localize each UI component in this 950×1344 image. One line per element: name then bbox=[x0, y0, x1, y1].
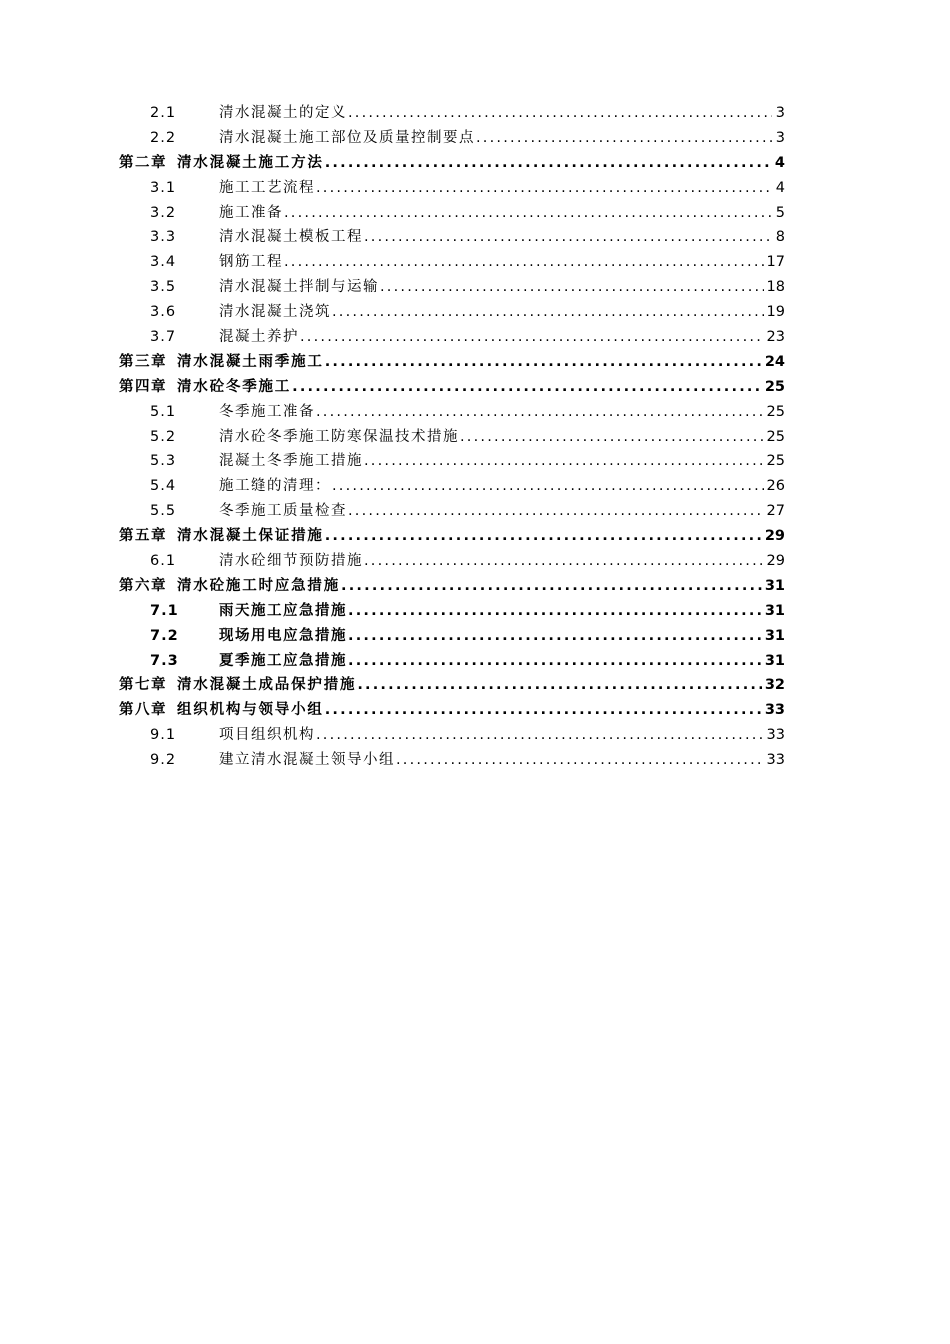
toc-section-number: 2.2 bbox=[150, 129, 177, 146]
toc-entry-title: 清水砼细节预防措施 bbox=[219, 553, 363, 570]
dot-leader bbox=[300, 325, 764, 350]
toc-page-number: 8 bbox=[775, 229, 785, 246]
dot-leader bbox=[476, 126, 772, 151]
toc-section-entry[interactable] bbox=[119, 325, 785, 350]
toc-entry-title: 冬季施工质量检查 bbox=[219, 503, 347, 520]
toc-section-number: 3.6 bbox=[150, 304, 177, 321]
toc-entry-line bbox=[150, 649, 785, 674]
toc-section-entry[interactable] bbox=[119, 225, 785, 250]
toc-entry-line bbox=[150, 400, 785, 425]
dot-leader bbox=[364, 549, 764, 574]
toc-entry-line bbox=[119, 151, 785, 176]
toc-section-entry[interactable] bbox=[119, 723, 785, 748]
toc-entry-title: 清水混凝土施工部位及质量控制要点 bbox=[219, 129, 475, 146]
toc-chapter-label: 第四章 bbox=[119, 378, 167, 395]
toc-section-number: 6.1 bbox=[150, 553, 177, 570]
toc-page-number: 3 bbox=[775, 129, 785, 146]
toc-entry-title: 现场用电应急措施 bbox=[219, 627, 347, 644]
toc-page-number: 27 bbox=[766, 503, 785, 520]
toc-entry-line bbox=[119, 350, 785, 375]
toc-section-entry[interactable] bbox=[119, 300, 785, 325]
toc-chapter-label: 第七章 bbox=[119, 677, 167, 694]
toc-section-number: 5.5 bbox=[150, 503, 177, 520]
toc-page-number: 26 bbox=[766, 478, 785, 495]
toc-entry-title: 冬季施工准备 bbox=[219, 403, 315, 420]
toc-section-entry[interactable] bbox=[119, 400, 785, 425]
toc-section-number: 9.1 bbox=[150, 727, 177, 744]
dot-leader bbox=[348, 101, 772, 126]
toc-entry-line bbox=[150, 176, 785, 201]
toc-chapter-entry[interactable] bbox=[119, 698, 785, 723]
toc-entry-title: 建立清水混凝土领导小组 bbox=[219, 752, 395, 769]
table-of-contents bbox=[119, 101, 785, 773]
toc-page-number: 5 bbox=[775, 204, 785, 221]
toc-chapter-entry[interactable] bbox=[119, 375, 785, 400]
toc-entry-title: 清水混凝土成品保护措施 bbox=[177, 677, 357, 694]
toc-entry-title: 清水混凝土的定义 bbox=[219, 105, 347, 121]
toc-page-number: 31 bbox=[764, 577, 785, 594]
dot-leader bbox=[348, 649, 762, 674]
toc-section-entry[interactable] bbox=[119, 449, 785, 474]
toc-section-entry[interactable] bbox=[119, 474, 785, 499]
toc-chapter-label: 第八章 bbox=[119, 702, 167, 719]
toc-page-number: 31 bbox=[764, 652, 785, 669]
toc-section-number: 5.4 bbox=[150, 478, 177, 495]
dot-leader bbox=[357, 673, 762, 698]
toc-section-number: 7.2 bbox=[150, 627, 179, 644]
toc-section-number: 3.5 bbox=[150, 279, 177, 296]
toc-section-entry[interactable] bbox=[119, 649, 785, 674]
dot-leader bbox=[284, 250, 764, 275]
toc-chapter-entry[interactable] bbox=[119, 574, 785, 599]
toc-section-number: 9.2 bbox=[150, 752, 177, 769]
dot-leader bbox=[316, 723, 764, 748]
toc-entry-title: 清水砼施工时应急措施 bbox=[177, 577, 340, 594]
toc-page-number: 29 bbox=[764, 528, 785, 545]
toc-entry-line bbox=[150, 474, 785, 499]
toc-entry-title: 清水混凝土模板工程 bbox=[219, 229, 363, 246]
toc-entry-line bbox=[119, 524, 785, 549]
toc-chapter-label: 第三章 bbox=[119, 353, 167, 370]
toc-entry-line bbox=[150, 101, 785, 126]
toc-entry-line bbox=[119, 698, 785, 723]
toc-page-number: 18 bbox=[766, 279, 785, 296]
toc-entry-title: 清水混凝土施工方法 bbox=[177, 154, 324, 171]
toc-section-entry[interactable] bbox=[119, 425, 785, 450]
toc-chapter-label: 第二章 bbox=[119, 154, 167, 171]
toc-section-number: 3.4 bbox=[150, 254, 177, 271]
dot-leader bbox=[284, 201, 772, 226]
toc-entry-line bbox=[150, 126, 785, 151]
toc-page-number: 29 bbox=[766, 553, 785, 570]
dot-leader bbox=[348, 624, 762, 649]
toc-entry-line bbox=[119, 673, 785, 698]
toc-entry-line bbox=[150, 325, 785, 350]
toc-entry-title: 混凝土养护 bbox=[219, 329, 299, 346]
toc-section-entry[interactable] bbox=[119, 126, 785, 151]
dot-leader bbox=[348, 599, 762, 624]
toc-page-number: 31 bbox=[764, 602, 785, 619]
toc-entry-title: 钢筋工程 bbox=[219, 254, 283, 271]
toc-section-entry[interactable] bbox=[119, 624, 785, 649]
dot-leader bbox=[325, 524, 762, 549]
toc-section-number: 7.3 bbox=[150, 652, 179, 669]
toc-section-entry[interactable] bbox=[119, 499, 785, 524]
toc-section-number: 3.2 bbox=[150, 204, 177, 221]
toc-entry-line bbox=[119, 375, 785, 400]
dot-leader bbox=[341, 574, 762, 599]
dot-leader bbox=[364, 449, 764, 474]
toc-chapter-label: 第六章 bbox=[119, 577, 167, 594]
toc-section-number: 3.1 bbox=[150, 179, 177, 196]
dot-leader bbox=[364, 225, 772, 250]
toc-page-number: 25 bbox=[764, 378, 785, 395]
dot-leader bbox=[316, 400, 764, 425]
toc-entry-title: 夏季施工应急措施 bbox=[219, 652, 347, 669]
dot-leader bbox=[332, 474, 764, 499]
dot-leader bbox=[396, 748, 764, 773]
toc-section-number: 3.3 bbox=[150, 229, 177, 246]
toc-page-number: 33 bbox=[764, 702, 785, 719]
toc-entry-line bbox=[150, 723, 785, 748]
toc-entry-title: 施工工艺流程 bbox=[219, 179, 315, 196]
toc-section-number: 7.1 bbox=[150, 602, 179, 619]
toc-chapter-entry[interactable] bbox=[119, 524, 785, 549]
toc-entry-title: 混凝土冬季施工措施 bbox=[219, 453, 363, 470]
toc-section-entry[interactable] bbox=[119, 748, 785, 773]
toc-section-number: 5.3 bbox=[150, 453, 177, 470]
toc-page-number: 32 bbox=[764, 677, 785, 694]
dot-leader bbox=[380, 275, 764, 300]
toc-entry-title: 清水混凝土浇筑 bbox=[219, 304, 331, 321]
toc-page-number: 33 bbox=[766, 752, 785, 769]
dot-leader bbox=[332, 300, 764, 325]
toc-entry-title: 项目组织机构 bbox=[219, 727, 315, 744]
toc-entry-line bbox=[150, 225, 785, 250]
toc-page-number: 23 bbox=[766, 329, 785, 346]
toc-section-entry[interactable] bbox=[119, 599, 785, 624]
toc-page-number: 25 bbox=[766, 403, 785, 420]
toc-page-number: 33 bbox=[766, 727, 785, 744]
toc-section-entry[interactable] bbox=[119, 101, 785, 126]
toc-page-number: 19 bbox=[766, 304, 785, 321]
toc-entry-line bbox=[150, 425, 785, 450]
toc-page-number: 25 bbox=[766, 428, 785, 445]
toc-entry-line bbox=[150, 549, 785, 574]
dot-leader bbox=[325, 350, 762, 375]
toc-section-entry[interactable] bbox=[119, 201, 785, 226]
toc-section-number: 2.1 bbox=[150, 105, 177, 121]
toc-section-number: 5.2 bbox=[150, 428, 177, 445]
toc-chapter-label: 第五章 bbox=[119, 528, 167, 545]
dot-leader bbox=[325, 151, 772, 176]
dot-leader bbox=[348, 499, 764, 524]
dot-leader bbox=[460, 425, 764, 450]
toc-entry-title: 雨天施工应急措施 bbox=[219, 602, 347, 619]
toc-section-entry[interactable] bbox=[119, 275, 785, 300]
toc-entry-title: 清水混凝土雨季施工 bbox=[177, 353, 324, 370]
toc-section-entry[interactable] bbox=[119, 549, 785, 574]
toc-page-number: 4 bbox=[774, 154, 785, 171]
toc-page-number: 25 bbox=[766, 453, 785, 470]
toc-page-number: 3 bbox=[775, 105, 785, 121]
toc-section-number: 5.1 bbox=[150, 403, 177, 420]
toc-entry-title: 清水混凝土拌制与运输 bbox=[219, 279, 379, 296]
toc-entry-line bbox=[150, 275, 785, 300]
toc-page-number: 31 bbox=[764, 627, 785, 644]
toc-entry-title: 清水混凝土保证措施 bbox=[177, 528, 324, 545]
toc-entry-title: 清水砼冬季施工防寒保温技术措施 bbox=[219, 428, 459, 445]
dot-leader bbox=[316, 176, 772, 201]
toc-entry-line bbox=[150, 499, 785, 524]
toc-page-number: 17 bbox=[766, 254, 785, 271]
toc-page-number: 24 bbox=[764, 353, 785, 370]
dot-leader bbox=[325, 698, 762, 723]
toc-chapter-entry[interactable] bbox=[119, 151, 785, 176]
toc-section-entry[interactable] bbox=[119, 176, 785, 201]
toc-entry-line bbox=[150, 748, 785, 773]
toc-entry-title: 施工缝的清理： bbox=[219, 478, 331, 495]
toc-entry-title: 清水砼冬季施工 bbox=[177, 378, 292, 395]
toc-entry-line bbox=[150, 449, 785, 474]
toc-entry-line bbox=[150, 300, 785, 325]
toc-entry-line bbox=[150, 201, 785, 226]
toc-section-entry[interactable] bbox=[119, 250, 785, 275]
toc-entry-title: 施工准备 bbox=[219, 204, 283, 221]
toc-chapter-entry[interactable] bbox=[119, 350, 785, 375]
toc-chapter-entry[interactable] bbox=[119, 673, 785, 698]
toc-entry-line bbox=[150, 599, 785, 624]
toc-page-number: 4 bbox=[775, 179, 785, 196]
toc-entry-title: 组织机构与领导小组 bbox=[177, 702, 324, 719]
toc-entry-line bbox=[119, 574, 785, 599]
toc-entry-line bbox=[150, 250, 785, 275]
dot-leader bbox=[292, 375, 762, 400]
toc-entry-line bbox=[150, 624, 785, 649]
toc-section-number: 3.7 bbox=[150, 329, 177, 346]
